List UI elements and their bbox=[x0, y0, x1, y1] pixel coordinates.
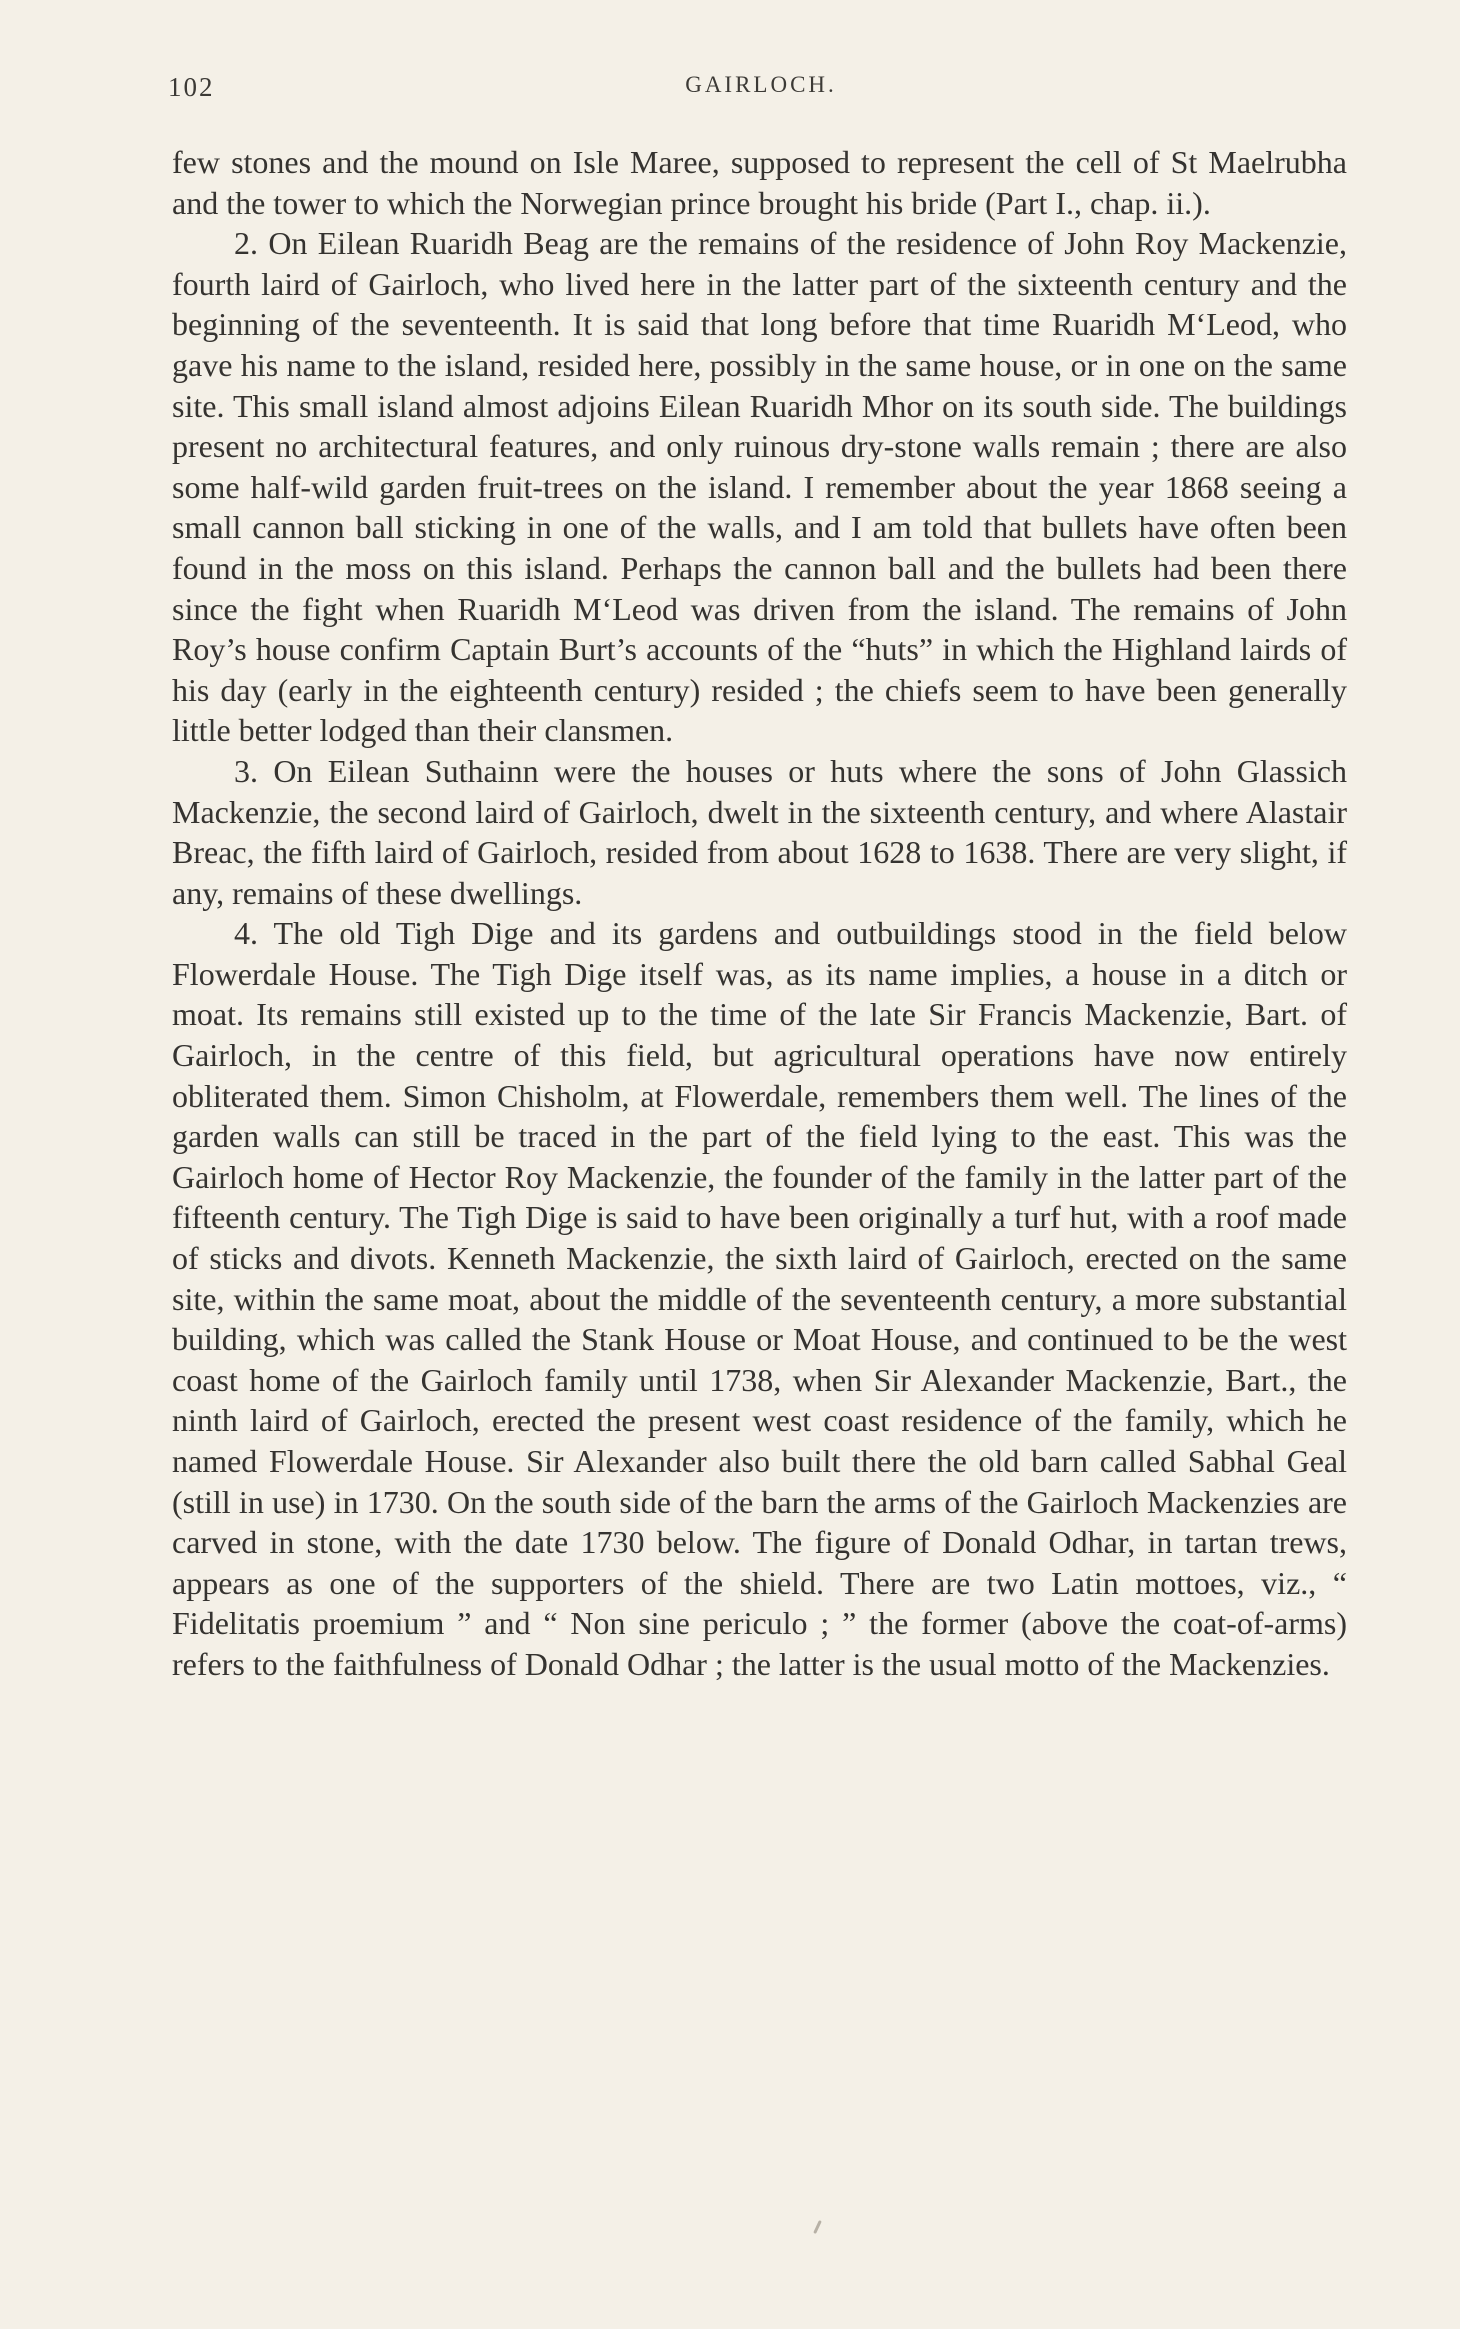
page-number: 102 bbox=[168, 72, 215, 102]
paragraph-continued: few stones and the mound on Isle Maree, supposed to represent the cell of St Maelrubha and the tower to which the Norwegian prince brought his bride (Part I., chap. ii.). bbox=[172, 144, 1347, 221]
paper-speck bbox=[813, 2220, 822, 2234]
paragraph-2-eilean-ruaridh-beag: 2. On Eilean Ruaridh Beag are the remains of the residence of John Roy Mackenzie, fourth laird of Gairloch, who lived here in the latter part of the sixteenth century and the beginning of the seventeenth. It is said that long before that time Ruaridh M‘Leod, who gave his name to the island, resided here, possibly in the same house, or in one on the same site. This small island almost adjoins Eilean Ruaridh Mhor on its south side. The buildings present no architectural features, and only ruinous dry-stone walls remain ; there are also some half-wild garden fruit-trees on the island. I remember about the year 1868 seeing a small cannon ball sticking in one of the walls, and I am told that bullets have often been found in the moss on this island. Perhaps the cannon ball and the bullets had been there since the fight when Ruaridh M‘Leod was driven from the island. The remains of John Roy’s house confirm Captain Burt’s accounts of the “huts” in which the Highland lairds of his day (early in the eighteenth century) resided ; the chiefs seem to have been generally little better lodged than their clansmen. bbox=[172, 225, 1347, 749]
body-text bbox=[172, 142, 1347, 1685]
paragraph-4-tigh-dige: 4. The old Tigh Dige and its gardens and outbuildings stood in the field below Flowerdale House. The Tigh Dige itself was, as its name implies, a house in a ditch or moat. Its remains still existed up to the time of the late Sir Francis Mackenzie, Bart. of Gairloch, in the centre of this field, but agricultural operations have now entirely obliterated them. Simon Chisholm, at Flowerdale, remembers them well. The lines of the garden walls can still be traced in the part of the field lying to the east. This was the Gairloch home of Hector Roy Mackenzie, the founder of the family in the latter part of the fifteenth century. The Tigh Dige is said to have been originally a turf hut, with a roof made of sticks and divots. Kenneth Mackenzie, the sixth laird of Gairloch, erected on the same site, within the same moat, about the middle of the seventeenth century, a more substantial building, which was called the Stank House or Moat House, and continued to be the west coast home of the Gairloch family until 1738, when Sir Alexander Mackenzie, Bart., the ninth laird of Gairloch, erected the present west coast residence of the family, which he named Flowerdale House. Sir Alexander also built there the old barn called Sabhal Geal (still in use) in 1730. On the south side of the barn the arms of the Gairloch Mackenzies are carved in stone, with the date 1730 below. The figure of Donald Odhar, in tartan trews, appears as one of the supporters of the shield. There are two Latin mottoes, viz., “ Fidelitatis proemium ” and “ Non sine periculo ; ” the former (above the coat-of-arms) refers to the faithfulness of Donald Odhar ; the latter is the usual motto of the Mackenzies. bbox=[172, 915, 1347, 1682]
paragraph-3-eilean-suthainn: 3. On Eilean Suthainn were the houses or huts where the sons of John Glassich Mackenzie, the second laird of Gairloch, dwelt in the sixteenth century, and where Alastair Breac, the fifth laird of Gairloch, resided from about 1628 to 1638. There are very slight, if any, remains of these dwellings. bbox=[172, 752, 1347, 911]
page-header bbox=[168, 72, 1354, 112]
running-title: GAIRLOCH. bbox=[685, 72, 837, 97]
